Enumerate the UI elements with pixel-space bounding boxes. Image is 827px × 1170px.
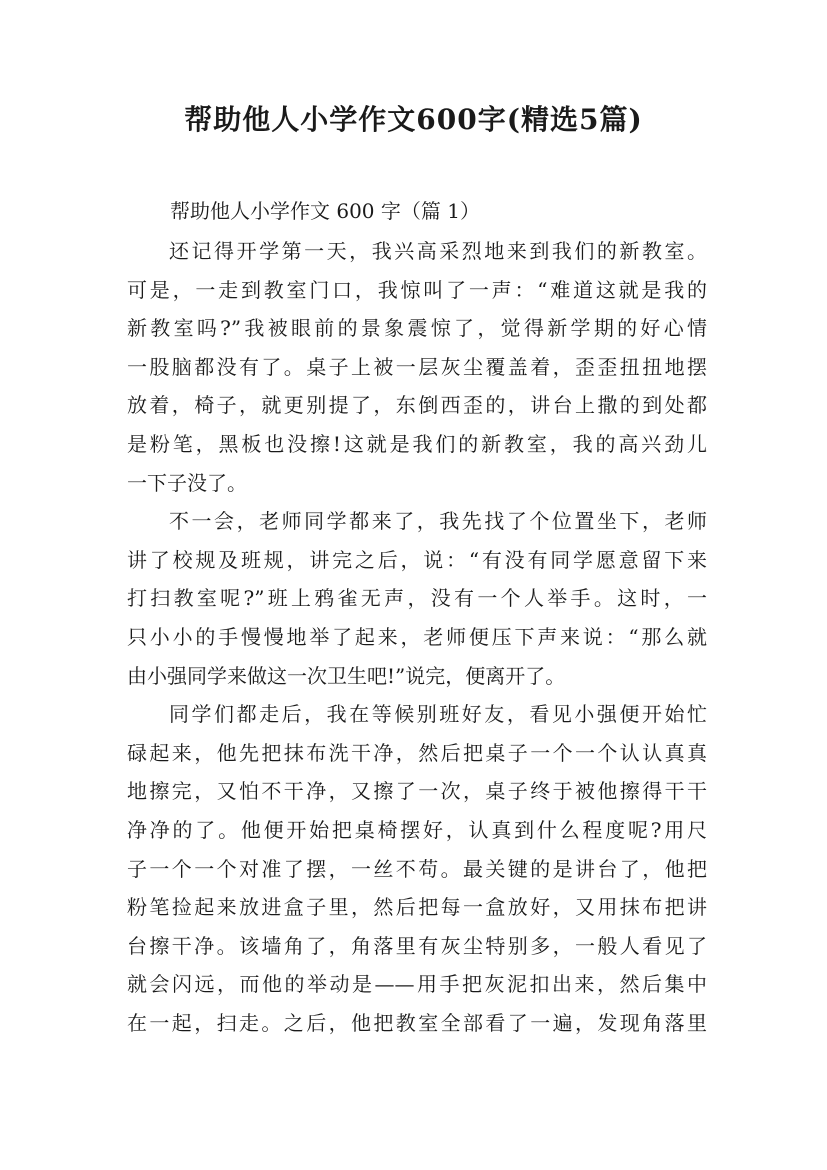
text-line: 就会闪远，而他的举动是——用手把灰泥扣出来，然后集中 xyxy=(127,972,707,997)
text-line: 一下子没了。 xyxy=(127,470,247,495)
text-line: 净净的了。他便开始把桌椅摆好，认真到什么程度呢?用尺 xyxy=(127,817,707,842)
text-line: 一股脑都没有了。桌子上被一层灰尘覆盖着，歪歪扭扭地摆 xyxy=(127,354,707,379)
text-line: 不一会，老师同学都来了，我先找了个位置坐下，老师 xyxy=(169,509,707,534)
text-line: 在一起，扫走。之后，他把教室全部看了一遍，发现角落里 xyxy=(127,1010,707,1035)
text-line: 是粉笔，黑板也没擦!这就是我们的新教室，我的高兴劲儿 xyxy=(127,431,707,456)
text-line: 还记得开学第一天，我兴高采烈地来到我们的新教室。 xyxy=(169,239,707,263)
text-line: 由小强同学来做这一次卫生吧!”说完，便离开了。 xyxy=(127,663,566,688)
text-line: 同学们都走后，我在等候别班好友，看见小强便开始忙 xyxy=(169,702,707,727)
text-line: 粉笔捡起来放进盒子里，然后把每一盒放好，又用抹布把讲 xyxy=(127,895,707,920)
text-line: 放着，椅子，就更别提了，东倒西歪的，讲台上撒的到处都 xyxy=(127,393,707,418)
text-line: 讲了校规及班规，讲完之后，说：“有没有同学愿意留下来 xyxy=(127,547,707,572)
text-line: 只小小的手慢慢地举了起来，老师便压下声来说：“那么就 xyxy=(127,624,707,649)
essay-body xyxy=(127,232,707,1042)
text-line: 子一个一个对准了摆，一丝不苟。最关键的是讲台了，他把 xyxy=(127,856,707,881)
text-line: 碌起来，他先把抹布洗干净，然后把桌子一个一个认认真真 xyxy=(127,740,707,765)
section-heading: 帮助他人小学作文 600 字（篇 1） xyxy=(170,199,480,223)
text-line: 台擦干净。该墙角了，角落里有灰尘特别多，一般人看见了 xyxy=(127,933,707,958)
text-line: 地擦完，又怕不干净，又擦了一次，桌子终于被他擦得干干 xyxy=(127,779,707,804)
document-title: 帮助他人小学作文600字(精选5篇) xyxy=(184,103,643,136)
text-line: 新教室吗?”我被眼前的景象震惊了，觉得新学期的好心情 xyxy=(127,316,707,341)
text-line: 打扫教室呢?”班上鸦雀无声，没有一个人举手。这时，一 xyxy=(127,586,707,611)
text-line: 可是，一走到教室门口，我惊叫了一声：“难道这就是我的 xyxy=(127,277,707,302)
